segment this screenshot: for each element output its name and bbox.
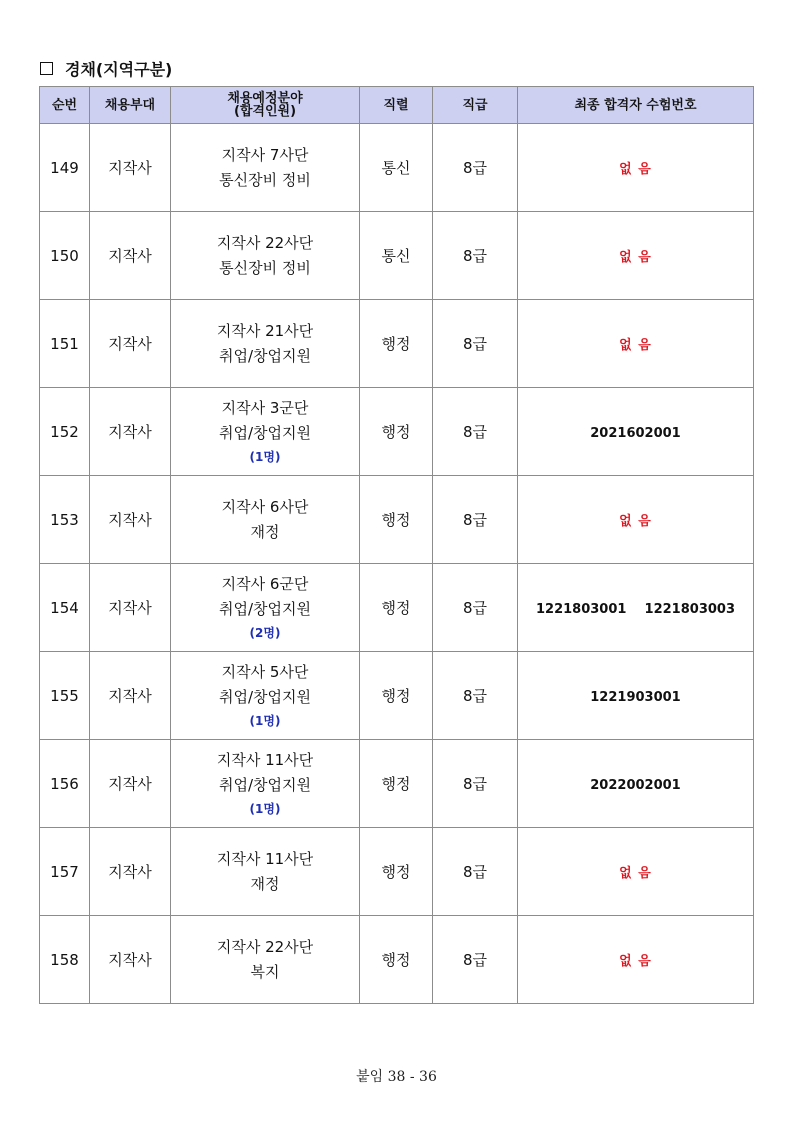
field-cell	[171, 828, 360, 916]
series-cell: 행정	[360, 564, 433, 652]
series-cell: 행정	[360, 828, 433, 916]
field-unit: 지작사 11사단	[216, 750, 314, 769]
header-final: 최종 합격자 수험번호	[518, 87, 754, 124]
table-row	[40, 828, 754, 916]
result-cell	[518, 212, 754, 300]
field-cell	[171, 564, 360, 652]
table-row	[40, 388, 754, 476]
results-table	[39, 86, 754, 1004]
field-name: 재정	[250, 522, 280, 541]
field-unit: 지작사 22사단	[216, 937, 314, 956]
field-cell	[171, 916, 360, 1004]
header-field	[171, 87, 360, 124]
field-cell	[171, 652, 360, 740]
seq-cell: 149	[40, 124, 90, 212]
field-name: 취업/창업지원	[219, 775, 311, 794]
unit-cell: 지작사	[90, 828, 171, 916]
field-cell	[171, 124, 360, 212]
series-cell: 행정	[360, 476, 433, 564]
grade-cell: 8급	[433, 564, 518, 652]
result-cell	[518, 476, 754, 564]
no-result-text: 없 음	[619, 866, 652, 881]
unit-cell: 지작사	[90, 124, 171, 212]
no-result-text: 없 음	[619, 250, 652, 265]
seq-cell: 153	[40, 476, 90, 564]
page-footer: 붙임 38 - 36	[356, 1069, 437, 1085]
field-cell	[171, 300, 360, 388]
unit-cell: 지작사	[90, 300, 171, 388]
field-cell	[171, 476, 360, 564]
no-result-text: 없 음	[619, 162, 652, 177]
field-unit: 지작사 22사단	[216, 233, 314, 252]
grade-cell: 8급	[433, 652, 518, 740]
grade-cell: 8급	[433, 300, 518, 388]
series-cell: 통신	[360, 124, 433, 212]
grade-cell: 8급	[433, 828, 518, 916]
headcount: (1명)	[249, 713, 281, 728]
grade-cell: 8급	[433, 476, 518, 564]
unit-cell: 지작사	[90, 476, 171, 564]
field-name: 취업/창업지원	[219, 346, 311, 365]
exam-number-text: 2021602001	[590, 425, 681, 441]
field-cell	[171, 212, 360, 300]
header-unit: 채용부대	[90, 87, 171, 124]
seq-cell: 154	[40, 564, 90, 652]
series-cell: 행정	[360, 652, 433, 740]
result-cell	[518, 124, 754, 212]
table-row	[40, 652, 754, 740]
grade-cell: 8급	[433, 740, 518, 828]
series-cell: 통신	[360, 212, 433, 300]
header-field-line2: (합격인원)	[233, 104, 297, 119]
unit-cell: 지작사	[90, 740, 171, 828]
series-cell: 행정	[360, 300, 433, 388]
field-unit: 지작사 3군단	[221, 398, 309, 417]
table-row	[40, 124, 754, 212]
result-cell	[518, 300, 754, 388]
table-row	[40, 564, 754, 652]
field-name: 취업/창업지원	[219, 687, 311, 706]
headcount: (2명)	[249, 625, 281, 640]
field-name: 통신장비 정비	[219, 258, 311, 277]
series-cell: 행정	[360, 740, 433, 828]
seq-cell: 155	[40, 652, 90, 740]
field-name: 통신장비 정비	[219, 170, 311, 189]
exam-number-text: 1221803001 1221803003	[535, 601, 735, 617]
seq-cell: 151	[40, 300, 90, 388]
table-row	[40, 300, 754, 388]
field-cell	[171, 388, 360, 476]
header-series: 직렬	[360, 87, 433, 124]
exam-number-text: 1221903001	[590, 689, 681, 705]
result-cell	[518, 916, 754, 1004]
grade-cell: 8급	[433, 124, 518, 212]
result-cell	[518, 564, 754, 652]
series-cell: 행정	[360, 388, 433, 476]
section-title-text: 경채(지역구분)	[65, 59, 173, 79]
table-row	[40, 916, 754, 1004]
field-unit: 지작사 7사단	[221, 145, 309, 164]
result-cell	[518, 828, 754, 916]
grade-cell: 8급	[433, 388, 518, 476]
seq-cell: 156	[40, 740, 90, 828]
field-unit: 지작사 5사단	[221, 662, 309, 681]
header-field-line1: 채용예정분야	[227, 91, 303, 106]
headcount: (1명)	[249, 801, 281, 816]
unit-cell: 지작사	[90, 916, 171, 1004]
result-cell	[518, 652, 754, 740]
no-result-text: 없 음	[619, 954, 652, 969]
grade-cell: 8급	[433, 916, 518, 1004]
no-result-text: 없 음	[619, 338, 652, 353]
table-row	[40, 212, 754, 300]
field-unit: 지작사 11사단	[216, 849, 314, 868]
table-row	[40, 476, 754, 564]
result-cell	[518, 740, 754, 828]
seq-cell: 150	[40, 212, 90, 300]
checkbox-icon	[40, 62, 53, 75]
field-name: 취업/창업지원	[219, 599, 311, 618]
header-grade: 직급	[433, 87, 518, 124]
header-seq: 순번	[40, 87, 90, 124]
field-cell	[171, 740, 360, 828]
field-unit: 지작사 6사단	[221, 497, 309, 516]
field-name: 복지	[250, 962, 280, 981]
unit-cell: 지작사	[90, 212, 171, 300]
no-result-text: 없 음	[619, 514, 652, 529]
field-name: 취업/창업지원	[219, 423, 311, 442]
grade-cell: 8급	[433, 212, 518, 300]
seq-cell: 157	[40, 828, 90, 916]
field-name: 재정	[250, 874, 280, 893]
seq-cell: 158	[40, 916, 90, 1004]
seq-cell: 152	[40, 388, 90, 476]
result-cell	[518, 388, 754, 476]
field-unit: 지작사 21사단	[216, 321, 314, 340]
field-unit: 지작사 6군단	[221, 574, 309, 593]
unit-cell: 지작사	[90, 388, 171, 476]
unit-cell: 지작사	[90, 564, 171, 652]
unit-cell: 지작사	[90, 652, 171, 740]
section-title	[40, 56, 172, 80]
headcount: (1명)	[249, 449, 281, 464]
series-cell: 행정	[360, 916, 433, 1004]
table-header-row	[40, 87, 754, 124]
exam-number-text: 2022002001	[590, 777, 681, 793]
table-row	[40, 740, 754, 828]
